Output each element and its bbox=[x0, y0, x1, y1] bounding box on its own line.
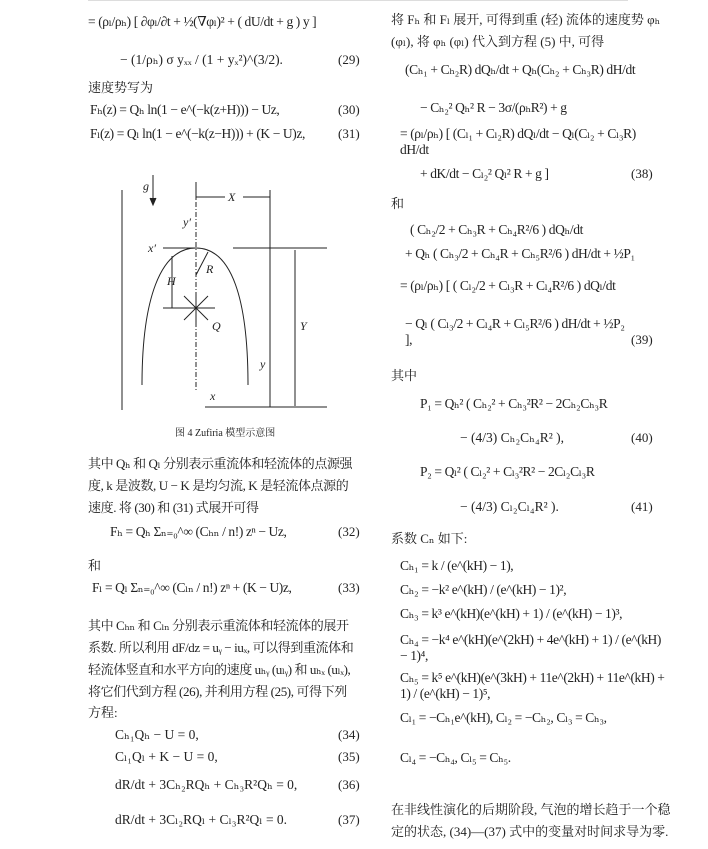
eq36: dR/dt + 3Cₕ₂RQₕ + Cₕ₃R²Qₕ = 0, bbox=[115, 777, 298, 792]
coef-ch5: Cₕ₅ = k⁵ e^(kH)(e^(3kH) + 11e^(2kH) + 11e^(kH) + 1) / (e^(kH) − 1)⁵, bbox=[400, 670, 665, 701]
eq37: dR/dt + 3Cₗ₂RQₗ + Cₗ₃R²Qₗ = 0. bbox=[115, 812, 288, 827]
coef-ch2: Cₕ₂ = −k² e^(kH) / (e^(kH) − 1)², bbox=[400, 582, 567, 597]
coef-ch4: Cₕ₄ = −k⁴ e^(kH)(e^(2kH) + 4e^(kH) + 1) / (e^(kH) − 1)⁴, bbox=[400, 632, 661, 663]
paragraph-line: 将 Fₕ 和 Fₗ 展开, 可得到重 (轻) 流体的速度势 φₕ bbox=[391, 12, 661, 27]
paragraph-line: 方程: bbox=[88, 705, 118, 720]
label-y-prime: y′ bbox=[183, 215, 191, 229]
eq31: Fₗ(z) = Qₗ ln(1 − e^(−k(z−H))) + (K − U)z, bbox=[90, 126, 305, 141]
eq40-number: (40) bbox=[631, 430, 653, 445]
paragraph-line: 系数. 所以利用 dF/dz = uᵧ − iuₓ, 可以得到重流体和 bbox=[88, 640, 354, 655]
paragraph-line: 其中 Qₕ 和 Qₗ 分别表示重流体和轻流体的点源强 bbox=[88, 456, 353, 471]
eq30-number: (30) bbox=[338, 102, 360, 117]
paragraph-line: 在非线性演化的后期阶段, 气泡的增长趋于一个稳 bbox=[391, 802, 671, 817]
label-x: x bbox=[210, 389, 216, 403]
eq39-line1: ( Cₕ₂/2 + Cₕ₃R + Cₕ₄R²/6 ) dQₕ/dt bbox=[410, 222, 583, 237]
eq29-line2: − (1/ρₕ) σ yₓₓ / (1 + yₓ²)^(3/2). bbox=[120, 52, 283, 67]
paragraph-line: 速度. 将 (30) 和 (31) 式展开可得 bbox=[88, 500, 259, 515]
eq39-number: (39) bbox=[631, 332, 653, 347]
coef-ch1: Cₕ₁ = k / (e^(kH) − 1), bbox=[400, 558, 514, 573]
label-x-prime: x′ bbox=[148, 241, 156, 255]
eq33: Fₗ = Qₗ Σₙ₌₀^∞ (Cₗₙ / n!) zⁿ + (K − U)z, bbox=[92, 580, 292, 595]
paragraph-line: (φₗ), 将 φₕ (φₗ) 代入到方程 (5) 中, 可得 bbox=[391, 34, 605, 49]
label-Y: Y bbox=[300, 319, 307, 333]
eq36-number: (36) bbox=[338, 777, 360, 792]
eq30: Fₕ(z) = Qₕ ln(1 − e^(−k(z+H))) − Uz, bbox=[90, 102, 280, 117]
label-g: g bbox=[143, 179, 149, 193]
coef-ch3: Cₕ₃ = k³ e^(kH)(e^(kH) + 1) / (e^(kH) − 1)³, bbox=[400, 606, 623, 621]
label-Q: Q bbox=[212, 319, 221, 333]
paragraph-text: 和 bbox=[88, 558, 102, 573]
paragraph-text: 速度势写为 bbox=[88, 80, 154, 95]
paragraph-text: 其中 bbox=[391, 368, 418, 383]
eq39-line3: = (ρₗ/ρₕ) [ ( Cₗ₂/2 + Cₗ₃R + Cₗ₄R²/6 ) dQₗ/dt bbox=[400, 278, 616, 293]
paragraph-line: 度, k 是波数, U − K 是均匀流, K 是轻流体点源的 bbox=[88, 478, 349, 493]
paragraph-text: 和 bbox=[391, 196, 405, 211]
eq32: Fₕ = Qₕ Σₙ₌₀^∞ (Cₕₙ / n!) zⁿ − Uz, bbox=[110, 524, 287, 539]
eq41-line1: P₂ = Qₗ² ( Cₗ₂² + Cₗ₃²R² − 2Cₗ₂Cₗ₃R bbox=[420, 464, 595, 479]
label-y: y bbox=[260, 357, 266, 371]
eq35: Cₗ₁Qₗ + K − U = 0, bbox=[115, 749, 218, 764]
paragraph-line: 定的状态, (34)—(37) 式中的变量对时间求导为零. bbox=[391, 824, 669, 839]
eq29-number: (29) bbox=[338, 52, 360, 67]
label-H: H bbox=[167, 274, 176, 288]
label-X: X bbox=[228, 190, 236, 204]
eq34: Cₕ₁Qₕ − U = 0, bbox=[115, 727, 199, 742]
label-R: R bbox=[206, 262, 214, 276]
paragraph-line: 其中 Cₕₙ 和 Cₗₙ 分别表示重流体和轻流体的展开 bbox=[88, 618, 349, 633]
eq29-line1: = (ρₗ/ρₕ) [ ∂φₗ/∂t + ½(∇φₗ)² + ( dU/dt + g ) y ] bbox=[88, 14, 317, 29]
coef-cl-line1: Cₗ₁ = −Cₕ₁e^(kH), Cₗ₂ = −Cₕ₂, Cₗ₃ = Cₕ₃, bbox=[400, 710, 607, 725]
eq39-line4: − Qₗ ( Cₗ₃/2 + Cₗ₄R + Cₗ₅R²/6 ) dH/dt + ½P₂ ], bbox=[405, 316, 625, 347]
eq38-number: (38) bbox=[631, 166, 653, 181]
eq41-number: (41) bbox=[631, 499, 653, 514]
eq38-line1: (Cₕ₁ + Cₕ₂R) dQₕ/dt + Qₕ(Cₕ₂ + Cₕ₃R) dH/dt bbox=[405, 62, 636, 77]
eq34-number: (34) bbox=[338, 727, 360, 742]
eq38-line4: + dK/dt − Cₗ₂² Qₗ² R + g ] bbox=[420, 166, 549, 181]
eq33-number: (33) bbox=[338, 580, 360, 595]
eq38-line3: = (ρₗ/ρₕ) [ (Cₗ₁ + Cₗ₂R) dQₗ/dt − Qₗ(Cₗ₂ + Cₗ₃R) dH/dt bbox=[400, 126, 636, 157]
paragraph-text: 系数 Cₙ 如下: bbox=[391, 531, 468, 546]
eq40-line2: − (4/3) Cₕ₂Cₕ₄R² ), bbox=[460, 430, 565, 445]
eq37-number: (37) bbox=[338, 812, 360, 827]
eq41-line2: − (4/3) Cₗ₂Cₗ₄R² ). bbox=[460, 499, 559, 514]
paragraph-line: 将它们代到方程 (26), 并利用方程 (25), 可得下列 bbox=[88, 684, 347, 699]
coef-cl-line2: Cₗ₄ = −Cₕ₄, Cₗ₅ = Cₕ₅. bbox=[400, 750, 511, 765]
paragraph-line: 轻流体竖直和水平方向的速度 uₕᵧ (uₗᵧ) 和 uₕₓ (uₗₓ), bbox=[88, 662, 351, 677]
top-divider bbox=[88, 0, 628, 1]
eq38-line2: − Cₕ₂² Qₕ² R − 3σ/(ρₕR²) + g bbox=[420, 100, 567, 115]
zufiria-model-figure bbox=[100, 170, 360, 440]
eq40-line1: P₁ = Qₕ² ( Cₕ₂² + Cₕ₃²R² − 2Cₕ₂Cₕ₃R bbox=[420, 396, 608, 411]
figure-caption: 图 4 Zufiria 模型示意图 bbox=[175, 428, 276, 439]
eq31-number: (31) bbox=[338, 126, 360, 141]
eq39-line2: + Qₕ ( Cₕ₃/2 + Cₕ₄R + Cₕ₅R²/6 ) dH/dt + ½P₁ bbox=[405, 246, 635, 261]
eq35-number: (35) bbox=[338, 749, 360, 764]
bubble-interface bbox=[142, 248, 248, 385]
eq32-number: (32) bbox=[338, 524, 360, 539]
